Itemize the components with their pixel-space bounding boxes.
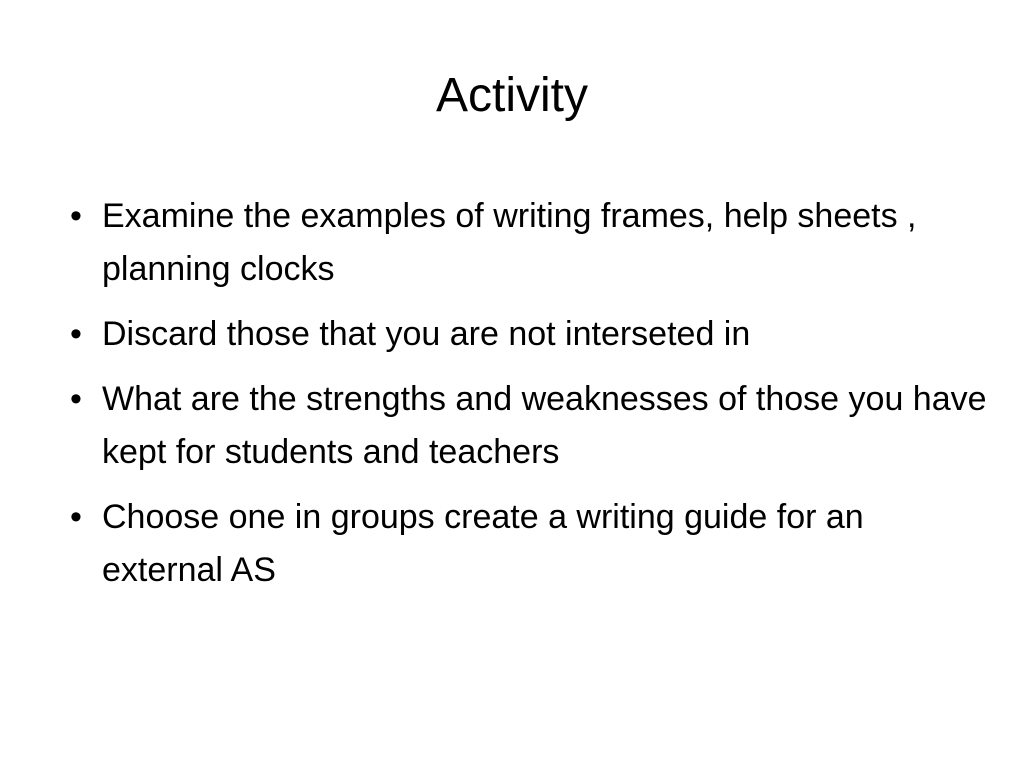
bullet-item (60, 491, 990, 597)
bullet-text: Discard those that you are not interseted in (102, 315, 751, 353)
bullet-item (60, 373, 990, 479)
bullet-item (60, 308, 990, 361)
bullet-list (60, 190, 990, 609)
bullet-icon: • (70, 498, 82, 536)
bullet-item (60, 190, 990, 296)
bullet-icon: • (70, 315, 82, 353)
bullet-icon: • (70, 197, 82, 235)
bullet-text: Choose one in groups create a writing guide for an external AS (102, 498, 864, 589)
bullet-text: Examine the examples of writing frames, help sheets , planning clocks (102, 197, 917, 288)
bullet-icon: • (70, 380, 82, 418)
bullet-text: What are the strengths and weaknesses of those you have kept for students and teachers (102, 380, 987, 471)
slide-title: Activity (435, 69, 588, 122)
